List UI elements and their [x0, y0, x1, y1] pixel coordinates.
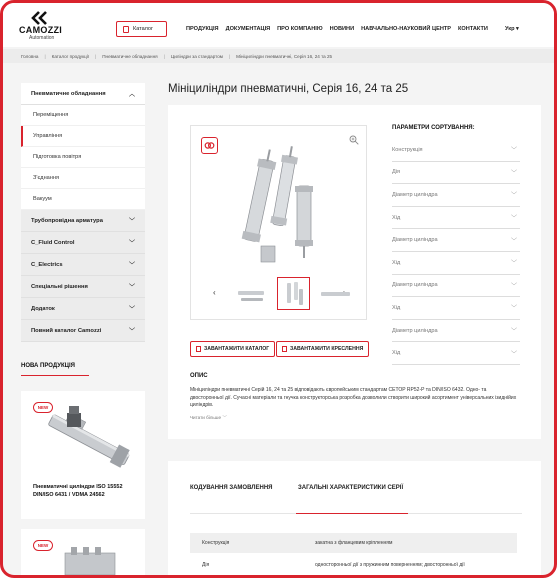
main-nav — [186, 26, 488, 32]
product-main-image — [231, 146, 331, 271]
filter-label: Діаметр циліндра — [392, 237, 438, 244]
chevron-down-icon: ﹀ — [510, 193, 517, 200]
chevron-down-icon: ﹀ — [128, 285, 135, 291]
breadcrumb-item[interactable]: Пневматичне обладнання — [102, 53, 158, 59]
logo-text: CAMOZZI — [19, 25, 63, 35]
filter-bore[interactable] — [392, 229, 520, 252]
language-select[interactable] — [505, 26, 519, 32]
breadcrumb-separator: | — [163, 53, 165, 59]
thumbnail-image — [235, 277, 268, 310]
sort-parameters — [392, 125, 520, 365]
sidebar-subitem-air-treatment[interactable]: Підготовка повітря — [21, 147, 145, 168]
nav-item-documentation[interactable]: ДОКУМЕНТАЦІЯ — [225, 26, 271, 32]
spec-value: закатна з фланцевим кріпленням — [315, 540, 393, 546]
gallery-thumbnail-selected[interactable] — [277, 277, 310, 310]
filter-label: Конструкція — [392, 146, 423, 153]
filter-label: Діаметр циліндра — [392, 282, 438, 289]
chevron-down-icon: ﹀ — [510, 329, 517, 336]
chevron-down-icon: ﹀ — [510, 148, 517, 155]
link-icon — [204, 140, 215, 151]
chevron-down-icon: ﹀ — [510, 216, 517, 223]
chevron-down-icon: ﹀ — [510, 170, 517, 177]
nav-item-products[interactable]: ПРОДУКЦІЯ — [186, 26, 219, 32]
sidebar-category-fluid-control[interactable] — [21, 232, 145, 254]
chevron-down-icon: ﹀ — [128, 263, 135, 269]
active-tab-indicator — [296, 513, 408, 514]
product-image-linear-actuator — [37, 403, 137, 478]
link-badge-icon[interactable] — [201, 137, 218, 154]
chevron-down-icon: ﹀ — [510, 351, 517, 358]
zoom-icon[interactable] — [349, 135, 359, 145]
read-more-label: Читати більше — [190, 415, 222, 420]
tab-general-characteristics[interactable]: ЗАГАЛЬНІ ХАРАКТЕРИСТИКИ СЕРІЇ — [298, 485, 404, 491]
filter-stroke[interactable] — [392, 297, 520, 320]
chevron-down-icon: ﹀ — [128, 219, 135, 225]
product-card — [168, 105, 541, 439]
thumbnail-image — [278, 278, 309, 309]
filter-action[interactable] — [392, 162, 520, 185]
download-catalog-button[interactable] — [190, 341, 275, 357]
filter-label: Хід — [392, 350, 401, 357]
sidebar-subitem-vacuum[interactable]: Вакуум — [21, 189, 145, 210]
chevron-down-icon: ﹀ — [510, 238, 517, 245]
catalog-label: Каталог — [133, 26, 153, 32]
new-products-underline — [21, 375, 89, 376]
gallery-thumbnails — [235, 277, 355, 311]
breadcrumb-separator: | — [44, 53, 46, 59]
breadcrumb-separator: | — [95, 53, 97, 59]
new-product-card[interactable] — [21, 391, 145, 519]
new-product-card[interactable] — [21, 529, 145, 578]
breadcrumb-current: Мініциліндри пневматичні, Серія 16, 24 та 25 — [236, 53, 333, 59]
description-text: Мініциліндри пневматичні Серій 16, 24 та 25 відповідають європейським стандартам CETOP RP52-P та DIN/ISO 6432. Одно- та двосторонньої дії. Сучасні матеріали та гнучка конструкторська розробка дозволили створити широкий асортимент універсальних ізиднійих циліндрів. — [190, 387, 517, 408]
gallery-thumbnail[interactable] — [319, 277, 352, 310]
sidebar-category-label: Повний каталог Camozzi — [31, 327, 102, 334]
nav-item-contacts[interactable]: КОНТАКТИ — [458, 26, 488, 32]
pdf-icon — [196, 346, 201, 352]
chevron-down-icon: ﹀ — [510, 261, 517, 268]
chevron-down-icon: ﹀ — [128, 307, 135, 313]
filter-label: Хід — [392, 304, 401, 311]
nav-item-about[interactable]: ПРО КОМПАНІЮ — [277, 26, 323, 32]
gallery-thumbnail[interactable] — [235, 277, 268, 310]
filter-label: Діаметр циліндра — [392, 191, 438, 198]
pdf-icon — [282, 346, 287, 352]
sidebar-category-label: C_Electrics — [31, 261, 63, 268]
product-gallery — [190, 125, 367, 320]
sidebar-category-label: Трубопровідна арматура — [31, 217, 103, 224]
chevron-down-icon: ﹀ — [510, 306, 517, 313]
chevron-down-icon: ﹀ — [222, 415, 227, 420]
nav-item-news[interactable]: НОВИНИ — [329, 26, 355, 32]
chevron-down-icon: ▾ — [516, 26, 519, 32]
breadcrumb-item[interactable]: Головна — [21, 53, 39, 59]
filter-label: Хід — [392, 259, 401, 266]
filter-label: Діаметр циліндра — [392, 327, 438, 334]
download-catalog-label: ЗАВАНТАЖИТИ КАТАЛОГ — [204, 346, 270, 352]
camozzi-logo[interactable] — [19, 11, 69, 43]
spec-row — [190, 533, 517, 553]
spec-value: односторонньої дії з пружинним поверненням; двосторонньої дії — [315, 562, 465, 568]
download-drawing-button[interactable] — [276, 341, 369, 357]
new-badge: NEW — [33, 540, 53, 551]
sidebar-subitem-control[interactable]: Управління — [21, 126, 145, 147]
filter-stroke[interactable] — [392, 207, 520, 230]
tab-ordering-code[interactable]: КОДУВАННЯ ЗАМОВЛЕННЯ — [190, 485, 273, 491]
category-sidebar — [21, 83, 145, 342]
spec-row — [190, 555, 517, 575]
sort-parameters-title: ПАРАМЕТРИ СОРТУВАННЯ: — [392, 125, 475, 131]
page-title: Мініциліндри пневматичні, Серія 16, 24 та 25 — [168, 83, 409, 95]
nav-item-training-center[interactable]: НАВЧАЛЬНО-НАУКОВИЙ ЦЕНТР — [361, 26, 452, 32]
breadcrumb-item[interactable]: Циліндри за стандартом — [170, 53, 223, 59]
catalog-button[interactable] — [116, 21, 167, 37]
sidebar-subitem-motion[interactable]: Переміщення — [21, 105, 145, 126]
sidebar-category-special-solutions[interactable] — [21, 276, 145, 298]
thumbnail-image — [319, 277, 352, 310]
filter-construction[interactable] — [392, 139, 520, 162]
sidebar-subitem-fittings[interactable]: З'єднання — [21, 168, 145, 189]
series-tabs-card — [168, 461, 541, 578]
product-image-valve-island — [57, 543, 127, 578]
sidebar-category-electrics[interactable] — [21, 254, 145, 276]
description-title: ОПИС — [190, 373, 208, 379]
new-badge: NEW — [33, 402, 53, 413]
sidebar-category-full-catalog[interactable] — [21, 320, 145, 342]
gallery-prev-button[interactable]: ‹ — [213, 288, 216, 297]
filter-stroke[interactable] — [392, 342, 520, 365]
chevron-down-icon: ﹀ — [128, 329, 135, 335]
filter-label: Дія — [392, 169, 401, 176]
filter-bore[interactable] — [392, 275, 520, 298]
logo-mark-icon — [31, 11, 53, 25]
sidebar-category-label: C_Fluid Control — [31, 239, 75, 246]
breadcrumb — [3, 49, 554, 63]
read-more-link[interactable] — [190, 415, 227, 421]
breadcrumb-item[interactable]: Каталог продукції — [51, 53, 90, 59]
language-label: Укр — [505, 26, 515, 32]
sidebar-category-pipe-fittings[interactable] — [21, 210, 145, 232]
sidebar-category-label: Додаток — [31, 305, 55, 312]
sidebar-category-label: Пневматичне обладнання — [31, 90, 106, 97]
catalog-icon — [123, 26, 129, 33]
logo-subtitle: Automation — [29, 35, 55, 41]
chevron-down-icon: ﹀ — [510, 283, 517, 290]
filter-label: Хід — [392, 214, 401, 221]
chevron-down-icon: ﹀ — [128, 241, 135, 247]
new-product-name: Пневматичні циліндри ISO 15552 DIN/ISO 6431 / VDMA 24562 — [33, 484, 123, 498]
sidebar-subcategories — [21, 105, 145, 210]
sidebar-category-pneumatic[interactable] — [21, 83, 145, 105]
spec-key: Конструкція — [202, 540, 230, 546]
breadcrumb-separator: | — [228, 53, 231, 59]
site-header — [3, 3, 554, 47]
filter-bore[interactable] — [392, 184, 520, 207]
chevron-up-icon: ︿ — [128, 92, 135, 98]
filter-bore[interactable] — [392, 320, 520, 343]
download-drawing-label: ЗАВАНТАЖИТИ КРЕСЛЕННЯ — [290, 346, 364, 352]
sidebar-category-label: Спеціальні рішення — [31, 283, 88, 290]
new-products-title: НОВА ПРОДУКЦІЯ — [21, 363, 75, 369]
filter-stroke[interactable] — [392, 252, 520, 275]
sidebar-category-appendix[interactable] — [21, 298, 145, 320]
spec-key: Дія — [202, 562, 210, 568]
